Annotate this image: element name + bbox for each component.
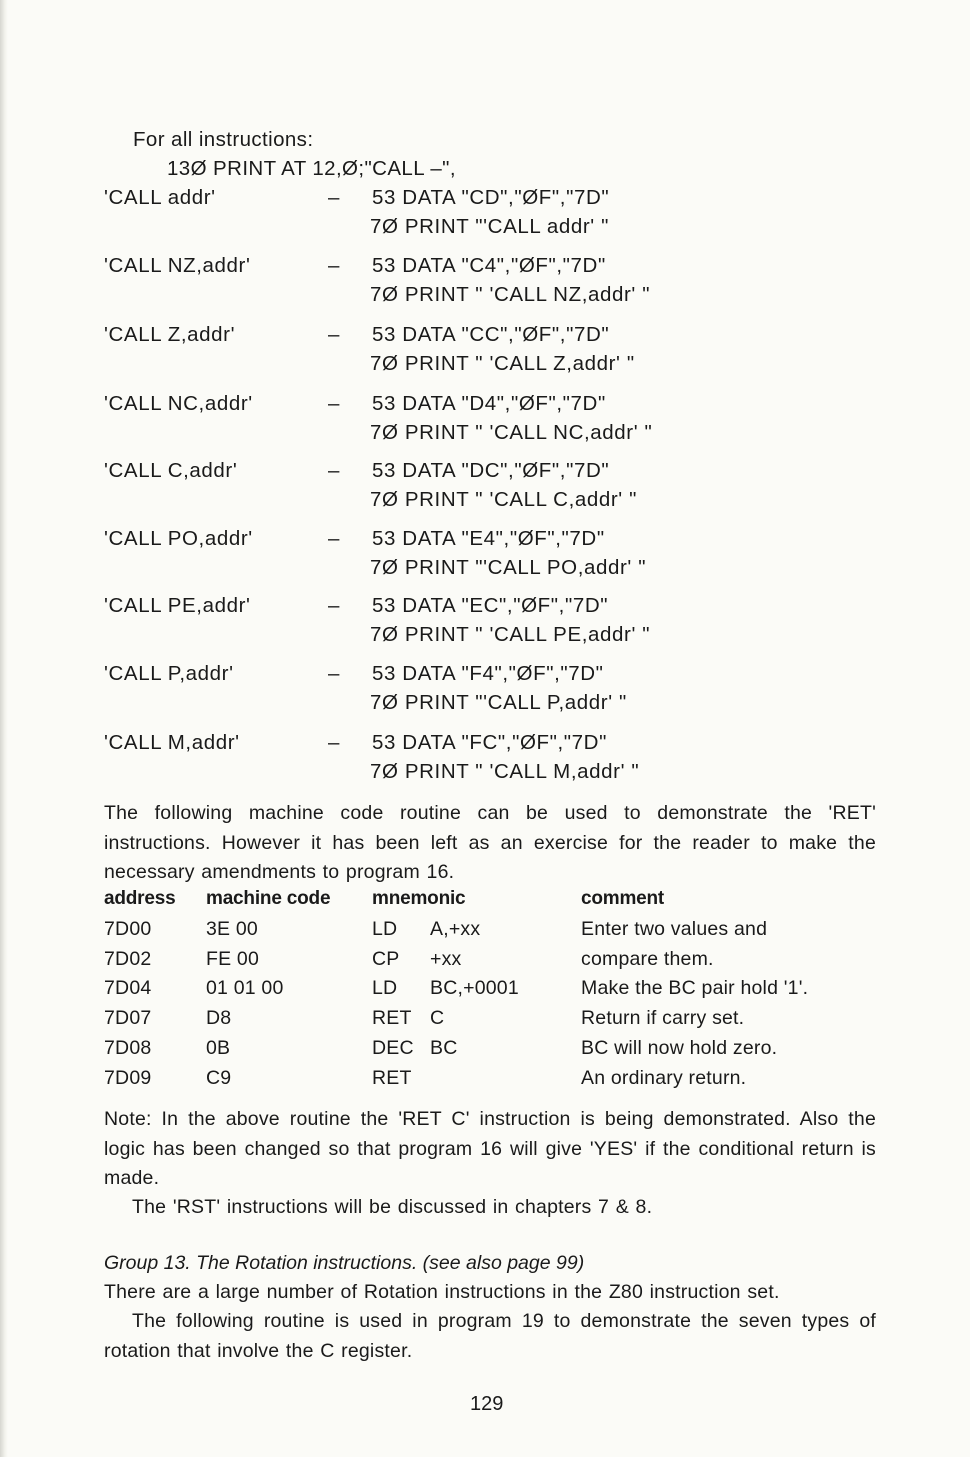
mnemonic-op: LD [372,917,398,940]
mnemonic-operand: BC [430,1036,458,1059]
call-dash: – [328,392,340,415]
call-print-line: 7Ø PRINT " 'CALL C,addr' " [370,488,637,511]
call-label: 'CALL addr' [104,186,216,209]
machine-code-table [104,888,881,1097]
mnemonic-op: CP [372,947,400,970]
call-print-line: 7Ø PRINT " 'CALL NC,addr' " [370,421,653,444]
call-data-line: 53 DATA "CD","ØF","7D" [372,186,610,209]
mnemonic-operand: BC,+0001 [430,977,519,1000]
mnemonic-operand: C [430,1007,445,1030]
call-dash: – [328,254,340,277]
call-print-line: 7Ø PRINT "'CALL PO,addr' " [370,556,647,579]
call-label: 'CALL NZ,addr' [104,254,251,277]
machine-code-cell: FE 00 [206,947,260,970]
address-cell: 7D02 [104,947,152,970]
mnemonic-operand: +xx [430,947,462,970]
call-label: 'CALL PE,addr' [104,594,251,617]
call-dash: – [328,186,340,209]
table-row [104,1067,881,1097]
address-cell: 7D07 [104,1007,152,1030]
table-row [104,1037,881,1067]
col-header-mnemonic: mnemonic [372,888,466,909]
note-paragraph: Note: In the above routine the 'RET C' instruction is being demonstrated. Also the logic has been changed so that program 16 will give 'YES' if the conditional return is made. [104,1108,876,1189]
page-number: 129 [470,1393,504,1415]
intro-code-line: 13Ø PRINT AT 12,Ø;"CALL –", [167,157,456,180]
comment-cell: compare them. [581,947,714,970]
comment-cell: BC will now hold zero. [581,1036,778,1059]
machine-code-cell: 01 01 00 [206,977,284,1000]
rst-paragraph: The 'RST' instructions will be discussed in chapters 7 & 8. [132,1196,653,1218]
address-cell: 7D09 [104,1066,152,1089]
col-header-comment: comment [581,888,665,909]
rotation-paragraph-2: The following routine is used in program 19 to demonstrate the seven types of rotation that involve the C register. [104,1310,876,1362]
call-data-line: 53 DATA "CC","ØF","7D" [372,323,610,346]
call-print-line: 7Ø PRINT " 'CALL M,addr' " [370,760,640,783]
call-dash: – [328,662,340,685]
call-print-line: 7Ø PRINT " 'CALL PE,addr' " [370,623,651,646]
call-label: 'CALL Z,addr' [104,323,236,346]
call-data-line: 53 DATA "F4","ØF","7D" [372,662,604,685]
call-print-line: 7Ø PRINT " 'CALL Z,addr' " [370,352,635,375]
rotation-paragraph-1: There are a large number of Rotation instructions in the Z80 instruction set. [104,1281,780,1303]
intro-line: For all instructions: [133,128,314,151]
machine-code-cell: D8 [206,1007,232,1030]
col-header-address: address [104,888,176,909]
call-print-line: 7Ø PRINT "'CALL P,addr' " [370,691,627,714]
mnemonic-op: RET [372,1066,412,1089]
ret-paragraph: The following machine code routine can be used to demonstrate the 'RET' instructions. However it has been left as an exercise for the reader to make the necessary amendments to program 16. [104,802,876,883]
call-print-line: 7Ø PRINT "'CALL addr' " [370,215,609,238]
comment-cell: Return if carry set. [581,1007,745,1030]
mnemonic-operand: A,+xx [430,917,481,940]
mnemonic-cell [372,1007,581,1037]
machine-code-cell: C9 [206,1066,232,1089]
mnemonic-cell [372,1067,581,1097]
mnemonic-op: DEC [372,1036,414,1059]
call-label: 'CALL C,addr' [104,459,238,482]
call-dash: – [328,323,340,346]
mnemonic-op: LD [372,977,398,1000]
call-data-line: 53 DATA "FC","ØF","7D" [372,731,607,754]
table-row [104,918,881,948]
call-dash: – [328,459,340,482]
mnemonic-op: RET [372,1007,412,1030]
call-data-line: 53 DATA "E4","ØF","7D" [372,527,605,550]
address-cell: 7D08 [104,1036,152,1059]
comment-cell: Enter two values and [581,917,768,940]
machine-code-cell: 0B [206,1036,231,1059]
mnemonic-cell [372,918,581,948]
table-header-row [104,888,881,918]
call-label: 'CALL PO,addr' [104,527,253,550]
address-cell: 7D04 [104,977,152,1000]
mnemonic-cell [372,977,581,1007]
call-label: 'CALL M,addr' [104,731,240,754]
call-data-line: 53 DATA "D4","ØF","7D" [372,392,606,415]
table-row [104,1007,881,1037]
call-dash: – [328,731,340,754]
call-label: 'CALL NC,addr' [104,392,253,415]
call-data-line: 53 DATA "DC","ØF","7D" [372,459,610,482]
comment-cell: Make the BC pair hold '1'. [581,977,809,1000]
call-data-line: 53 DATA "C4","ØF","7D" [372,254,606,277]
call-dash: – [328,594,340,617]
table-row [104,948,881,978]
section-heading: Group 13. The Rotation instructions. (see also page 99) [104,1252,585,1274]
mnemonic-cell [372,1037,581,1067]
machine-code-cell: 3E 00 [206,917,258,940]
call-dash: – [328,527,340,550]
call-label: 'CALL P,addr' [104,662,234,685]
mnemonic-cell [372,948,581,978]
call-print-line: 7Ø PRINT " 'CALL NZ,addr' " [370,283,651,306]
call-data-line: 53 DATA "EC","ØF","7D" [372,594,609,617]
comment-cell: An ordinary return. [581,1066,747,1089]
address-cell: 7D00 [104,917,152,940]
col-header-machine-code: machine code [206,888,331,909]
table-row [104,977,881,1007]
